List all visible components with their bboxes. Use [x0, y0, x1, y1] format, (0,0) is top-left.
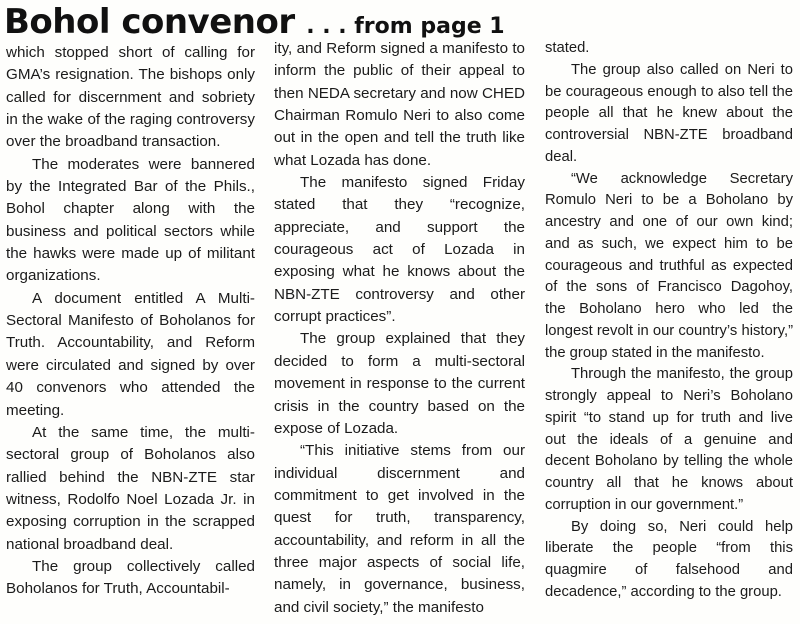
- article-column-3: [545, 38, 793, 604]
- paragraph: The moderates were bannered by the Integrated Bar of the Phils., Bohol chapter along with the business and political sectors while the hawks were made up of militant organizations.: [6, 155, 255, 285]
- paragraph: At the same time, the multi-sectoral group of Boholanos also rallied behind the NBN-ZTE star witness, Rodolfo Noel Lozada Jr. in exposing corruption in the scrapped national broadband deal.: [6, 423, 255, 553]
- paragraph: “This initiative stems from our individual discernment and commitment to get involved in the quest for truth, transparency, accountability, and reform in all the three major aspects of social life, namely, in governance, business, and civil society,” the manifesto: [274, 442, 525, 616]
- article-column-1: [6, 42, 255, 601]
- article-column-2: [274, 38, 525, 619]
- paragraph: A document entitled A Multi-Sectoral Manifesto of Boholanos for Truth. Accountability, and Reform were circulated and signed by over 40 convenors who attended the meeting.: [6, 289, 255, 419]
- headline-title: Bohol convenor: [4, 2, 295, 42]
- paragraph: The manifesto signed Friday stated that they “recognize, appreciate, and support the courageous act of Lozada in exposing what he knows about the NBN-ZTE controversy and other corrupt practices”.: [274, 174, 525, 326]
- paragraph: Through the manifesto, the group strongly appeal to Neri’s Boholano spirit “to stand up for truth and live out the ideals of a genuine and decent Boholano by telling the whole country all that he knows about corruption in our government.”: [545, 366, 793, 513]
- headline: [4, 2, 505, 42]
- headline-continuation: . . . from page 1: [306, 14, 505, 39]
- paragraph: By doing so, Neri could help liberate the people “from this quagmire of falsehood and decadence,” according to the group.: [545, 518, 793, 600]
- paragraph: ity, and Reform signed a manifesto to inform the public of their appeal to then NEDA secretary and now CHED Chairman Romulo Neri to also come out in the open and tell the truth like what Lozada has done.: [274, 40, 525, 169]
- paragraph: The group explained that they decided to form a multi-sectoral movement in response to the current crisis in the country based on the expose of Lozada.: [274, 330, 525, 437]
- paragraph: stated.: [545, 40, 590, 56]
- paragraph: The group collectively called Boholanos for Truth, Accountabil-: [6, 557, 255, 598]
- paragraph: The group also called on Neri to be courageous enough to also tell the people all that he knew about the controversial NBN-ZTE broadband deal.: [545, 61, 793, 165]
- paragraph: “We acknowledge Secretary Romulo Neri to be a Boholano by ancestry and one of our own kind; and as such, we expect him to be courageous and truthful as expected of the sons of Francisco Dagohoy, the Boholano hero who led the longest revolt in our country’s history,” the group stated in the manifesto.: [545, 170, 793, 361]
- paragraph: which stopped short of calling for GMA’s resignation. The bishops only called for discernment and sobriety in the wake of the raging controversy over the broadband transaction.: [6, 44, 255, 151]
